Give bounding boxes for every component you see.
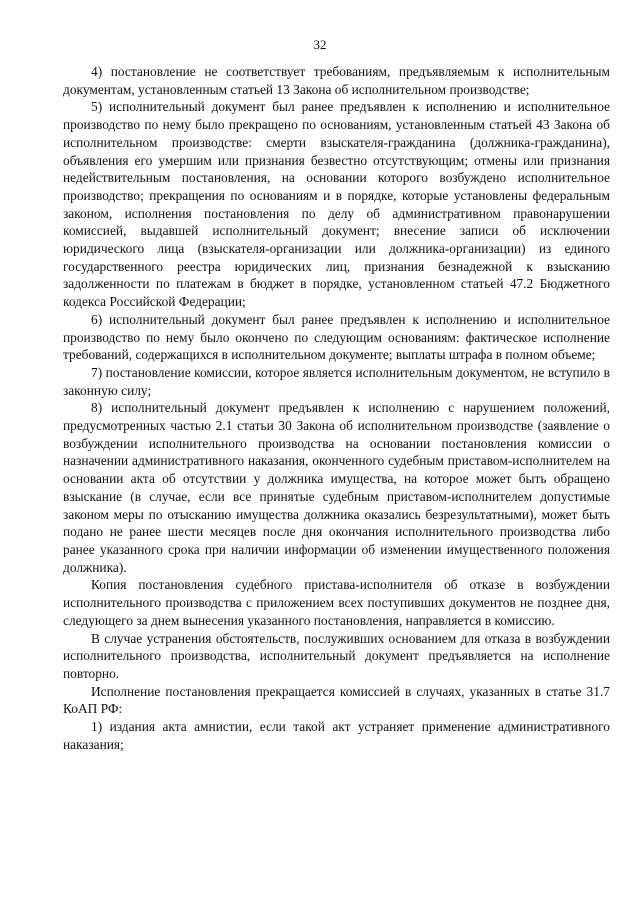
paragraph-copy-of-decision: Копия постановления судебного пристава-исполнителя об отказе в возбуждении исполнительного производства с приложением всех поступивших документов не позднее дня, следующего за днем вынесения указанного постановления, направляется в комиссию.: [63, 577, 610, 628]
paragraph-item-7: 7) постановление комиссии, которое является исполнительным документом, не вступило в законную силу;: [63, 364, 610, 398]
paragraph-amnesty-item-1: 1) издания акта амнистии, если такой акт устраняет применение административного наказания;: [63, 719, 610, 752]
paragraph-item-8: 8) исполнительный документ предъявлен к исполнению с нарушением положений, предусмотренных частью 2.1 статьи 30 Закона об исполнительном производстве (заявление о возбуждении исполнительного производства на основании постановления комиссии о назначении административного наказания, оконченного судебным приставом-исполнителем на основании акта об отсутствии у должника имущества, на которое может быть обращено взыскание (в случае, если все принятые судебным приставом-исполнителем допустимые законом меры по отысканию имущества должника оказались безрезультатными), может быть подано не ранее шести месяцев после дня окончания исполнительного производства либо ранее указанного срока при наличии информации об изменении имущественного положения должника).: [63, 400, 610, 575]
paragraph-item-6: 6) исполнительный документ был ранее предъявлен к исполнению и исполнительное производство по нему было окончено по следующим основаниям: фактическое исполнение требований, содержащихся в исполнительном документе; выплаты штрафа в полном объеме;: [63, 311, 610, 363]
page-body: [63, 63, 610, 753]
page-number: 32: [313, 37, 327, 52]
paragraph-item-5: 5) исполнительный документ был ранее предъявлен к исполнению и исполнительное производство по нему было прекращено по основаниям, установленным статьей 43 Закона об исполнительном производстве: смерти взыскателя-гражданина (должника-гражданина), объявления его умершим или признания безвестно отсутствующим; отмены или признания недействительным постановления, на основании которого возбуждено исполнительное производство; прекращения по основаниям и в порядке, которые установлены федеральным законом, исполнения постановления по делу об административном правонарушении комиссией, выдавшей исполнительный документ; внесение записи об исключении юридического лица (взыскателя-организации или должника-организации) из единого государственного реестра юридических лиц, признания безнадежной к взысканию задолженности по платежам в бюджет в порядке, установленном статьей 47.2 Бюджетного кодекса Российской Федерации;: [63, 99, 610, 310]
paragraph-resubmission: В случае устранения обстоятельств, послуживших основанием для отказа в возбуждении исполнительного производства, исполнительный документ предъявляется на исполнение повторно.: [63, 630, 610, 681]
paragraph-termination-cases: Исполнение постановления прекращается комиссией в случаях, указанных в статье 31.7 КоАП РФ:: [63, 683, 610, 717]
paragraph-item-4: 4) постановление не соответствует требованиям, предъявляемым к исполнительным документам, установленным статьей 13 Закона об исполнительном производстве;: [63, 64, 610, 97]
